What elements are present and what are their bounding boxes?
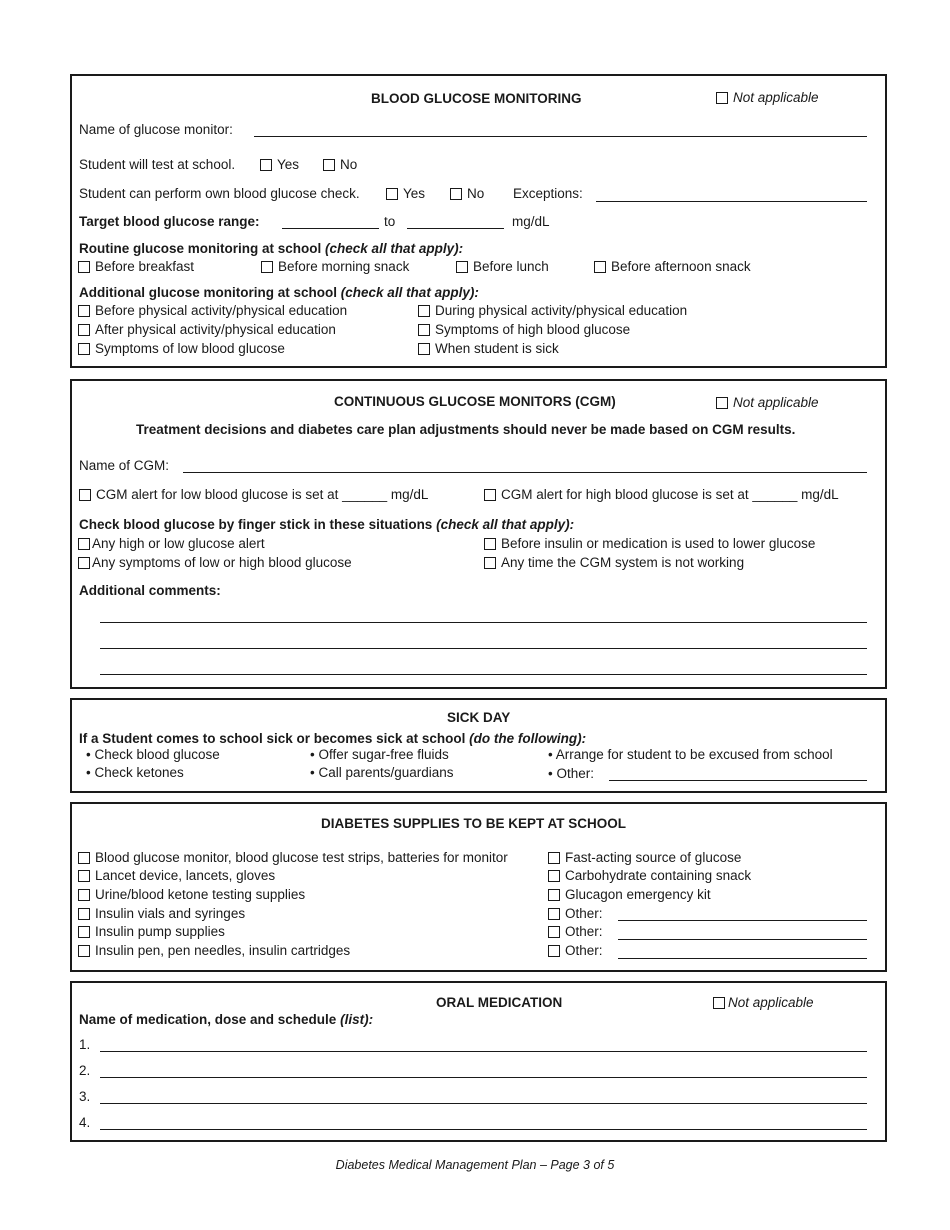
checkbox-icon[interactable] [386,188,398,200]
checkbox-icon[interactable] [79,489,91,501]
checkbox-icon[interactable] [78,305,90,317]
supply-label: Insulin pump supplies [95,924,225,939]
own-check-no[interactable] [450,186,484,201]
medication-line[interactable] [100,1103,867,1104]
checkbox-icon[interactable] [713,997,725,1009]
checkbox-icon[interactable] [548,945,560,957]
additional-option[interactable] [78,303,347,318]
monitor-name-label: Name of glucose monitor: [79,122,233,137]
supply-label: Other: [565,906,603,921]
option-label: Before breakfast [95,259,195,274]
target-high-field[interactable] [407,228,504,229]
supplies-title: DIABETES SUPPLIES TO BE KEPT AT SCHOOL [321,816,627,831]
checkbox-icon[interactable] [484,489,496,501]
additional-option[interactable] [78,341,285,356]
supply-label: Insulin pen, pen needles, insulin cartridges [95,943,351,958]
intro-italic: (do the following): [469,731,587,746]
supply-label: Other: [565,924,603,939]
check-all-label: (check all that apply): [436,517,575,532]
routine-option[interactable] [594,259,751,274]
check-all-label: (check all that apply): [340,285,479,300]
finger-stick-heading [79,517,574,532]
exceptions-label: Exceptions: [513,186,583,201]
option-label: When student is sick [435,341,559,356]
option-label: After physical activity/physical education [95,322,336,337]
exceptions-field[interactable] [596,201,867,202]
supply-item[interactable] [548,887,711,902]
checkbox-icon[interactable] [716,397,728,409]
own-check-label: Student can perform own blood glucose check. [79,186,360,201]
routine-option[interactable] [456,259,549,274]
target-low-field[interactable] [282,228,379,229]
option-label: Any high or low glucose alert [92,536,265,551]
checkbox-icon[interactable] [78,852,90,864]
yes-label: Yes [277,157,300,172]
no-label: No [340,157,358,172]
checkbox-icon[interactable] [456,261,468,273]
additional-option[interactable] [78,322,336,337]
sick-item: • Other: [548,766,594,781]
sick-item: • Arrange for student to be excused from school [548,747,833,762]
medication-line[interactable] [100,1077,867,1078]
page-footer: Diabetes Medical Management Plan – Page 3 of 5 [335,1158,615,1172]
bgm-not-applicable[interactable] [716,90,819,105]
target-unit-label: mg/dL [512,214,550,229]
supply-item[interactable] [78,906,245,921]
checkbox-icon[interactable] [78,324,90,336]
option-label: Before physical activity/physical education [95,303,348,318]
checkbox-icon[interactable] [78,908,90,920]
checkbox-icon[interactable] [78,557,90,569]
oral-title: ORAL MEDICATION [436,995,563,1010]
checkbox-icon[interactable] [323,159,335,171]
check-all-label: (check all that apply): [325,241,464,256]
finger-option[interactable] [484,536,815,551]
medication-number: 2. [79,1063,91,1078]
supply-label: Carbohydrate containing snack [565,868,752,883]
checkbox-icon[interactable] [78,538,90,550]
finger-label: Check blood glucose by finger stick in these situations [79,517,433,532]
sick-item: • Check ketones [86,765,184,780]
option-label: Symptoms of high blood glucose [435,322,631,337]
sick-day-title: SICK DAY [447,710,511,725]
supply-item[interactable] [548,906,603,921]
option-label: Before afternoon snack [611,259,751,274]
supply-label: Urine/blood ketone testing supplies [95,887,306,902]
sick-item: • Check blood glucose [86,747,220,762]
comments-line[interactable] [100,622,867,623]
supply-label: Lancet device, lancets, gloves [95,868,276,883]
option-label: Before morning snack [278,259,410,274]
cgm-alert-high[interactable] [484,487,839,502]
target-to-label: to [384,214,396,229]
checkbox-icon[interactable] [261,261,273,273]
sick-item: • Offer sugar-free fluids [310,747,449,762]
routine-label: Routine glucose monitoring at school [79,241,322,256]
comments-line[interactable] [100,648,867,649]
sick-day-intro [79,731,586,746]
option-label: Before insulin or medication is used to lower glucose [501,536,816,551]
supply-item[interactable] [78,924,225,939]
supply-item[interactable] [78,868,275,883]
checkbox-icon[interactable] [418,305,430,317]
checkbox-icon[interactable] [78,889,90,901]
alert-low-label: CGM alert for low blood glucose is set at ______ mg/dL [96,487,429,502]
option-label: Any time the CGM system is not working [501,555,745,570]
checkbox-icon[interactable] [594,261,606,273]
supply-item[interactable] [548,868,751,883]
checkbox-icon[interactable] [548,852,560,864]
cgm-name-label: Name of CGM: [79,458,170,473]
sick-other-field[interactable] [609,780,867,781]
not-applicable-label: Not applicable [733,90,819,105]
additional-option[interactable] [418,341,559,356]
no-label: No [467,186,485,201]
supply-item[interactable] [78,887,305,902]
medication-line[interactable] [100,1129,867,1130]
checkbox-icon[interactable] [548,926,560,938]
test-at-school-no[interactable] [323,157,357,172]
cgm-alert-low[interactable] [79,487,428,502]
list-italic: (list): [340,1012,374,1027]
cgm-warning: Treatment decisions and diabetes care plan adjustments should never be made based on CGM results. [136,422,796,437]
checkbox-icon[interactable] [548,889,560,901]
supply-label: Insulin vials and syringes [95,906,246,921]
comments-line[interactable] [100,674,867,675]
option-label: During physical activity/physical education [435,303,688,318]
supply-item[interactable] [78,943,350,958]
supply-other-field[interactable] [618,939,867,940]
finger-option[interactable] [484,555,744,570]
routine-monitoring-heading [79,241,463,256]
additional-monitoring-heading [79,285,479,300]
medication-line[interactable] [100,1051,867,1052]
supply-other-field[interactable] [618,958,867,959]
intro-label: If a Student comes to school sick or becomes sick at school [79,731,466,746]
medication-heading [79,1012,373,1027]
supply-item[interactable] [548,943,603,958]
supply-item[interactable] [548,924,603,939]
monitor-name-field[interactable] [254,136,867,137]
supply-label: Other: [565,943,603,958]
supply-label: Fast-acting source of glucose [565,850,742,865]
finger-option[interactable] [78,555,352,570]
checkbox-icon[interactable] [484,557,496,569]
test-at-school-label: Student will test at school. [79,157,236,172]
medication-number: 3. [79,1089,91,1104]
checkbox-icon[interactable] [78,870,90,882]
supply-label: Blood glucose monitor, blood glucose test strips, batteries for monitor [95,850,508,865]
option-label: Any symptoms of low or high blood glucose [92,555,352,570]
checkbox-icon[interactable] [548,908,560,920]
checkbox-icon[interactable] [450,188,462,200]
cgm-not-applicable[interactable] [716,395,819,410]
supply-label: Glucagon emergency kit [565,887,711,902]
comments-label: Additional comments: [79,583,221,598]
finger-option[interactable] [78,536,265,551]
medication-number: 1. [79,1037,91,1052]
checkbox-icon[interactable] [78,343,90,355]
additional-option[interactable] [418,303,687,318]
additional-option[interactable] [418,322,630,337]
own-check-yes[interactable] [386,186,425,201]
routine-option[interactable] [261,259,409,274]
supply-item[interactable] [548,850,741,865]
test-at-school-yes[interactable] [260,157,299,172]
checkbox-icon[interactable] [78,261,90,273]
checkbox-icon[interactable] [716,92,728,104]
cgm-name-field[interactable] [183,472,867,473]
checkbox-icon[interactable] [78,945,90,957]
additional-label: Additional glucose monitoring at school [79,285,338,300]
checkbox-icon[interactable] [548,870,560,882]
medication-number: 4. [79,1115,91,1130]
yes-label: Yes [403,186,426,201]
checkbox-icon[interactable] [418,324,430,336]
checkbox-icon[interactable] [78,926,90,938]
bgm-title: BLOOD GLUCOSE MONITORING [371,91,582,106]
medication-label: Name of medication, dose and schedule [79,1012,337,1027]
option-label: Before lunch [473,259,549,274]
not-applicable-label: Not applicable [728,995,814,1010]
checkbox-icon[interactable] [260,159,272,171]
oral-not-applicable[interactable] [713,995,814,1010]
checkbox-icon[interactable] [418,343,430,355]
option-label: Symptoms of low blood glucose [95,341,285,356]
target-range-label: Target blood glucose range: [79,214,260,229]
supply-other-field[interactable] [618,920,867,921]
cgm-title: CONTINUOUS GLUCOSE MONITORS (CGM) [334,394,616,409]
not-applicable-label: Not applicable [733,395,819,410]
checkbox-icon[interactable] [484,538,496,550]
routine-option[interactable] [78,259,194,274]
supply-item[interactable] [78,850,508,865]
alert-high-label: CGM alert for high blood glucose is set at ______ mg/dL [501,487,839,502]
sick-item: • Call parents/guardians [310,765,454,780]
